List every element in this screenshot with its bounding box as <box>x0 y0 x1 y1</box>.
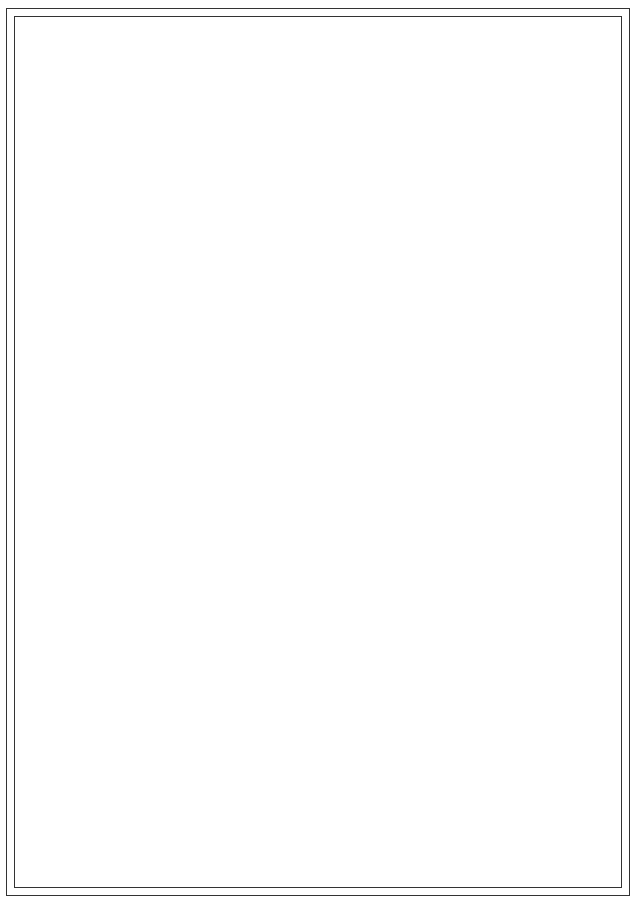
inner-frame <box>14 16 622 888</box>
